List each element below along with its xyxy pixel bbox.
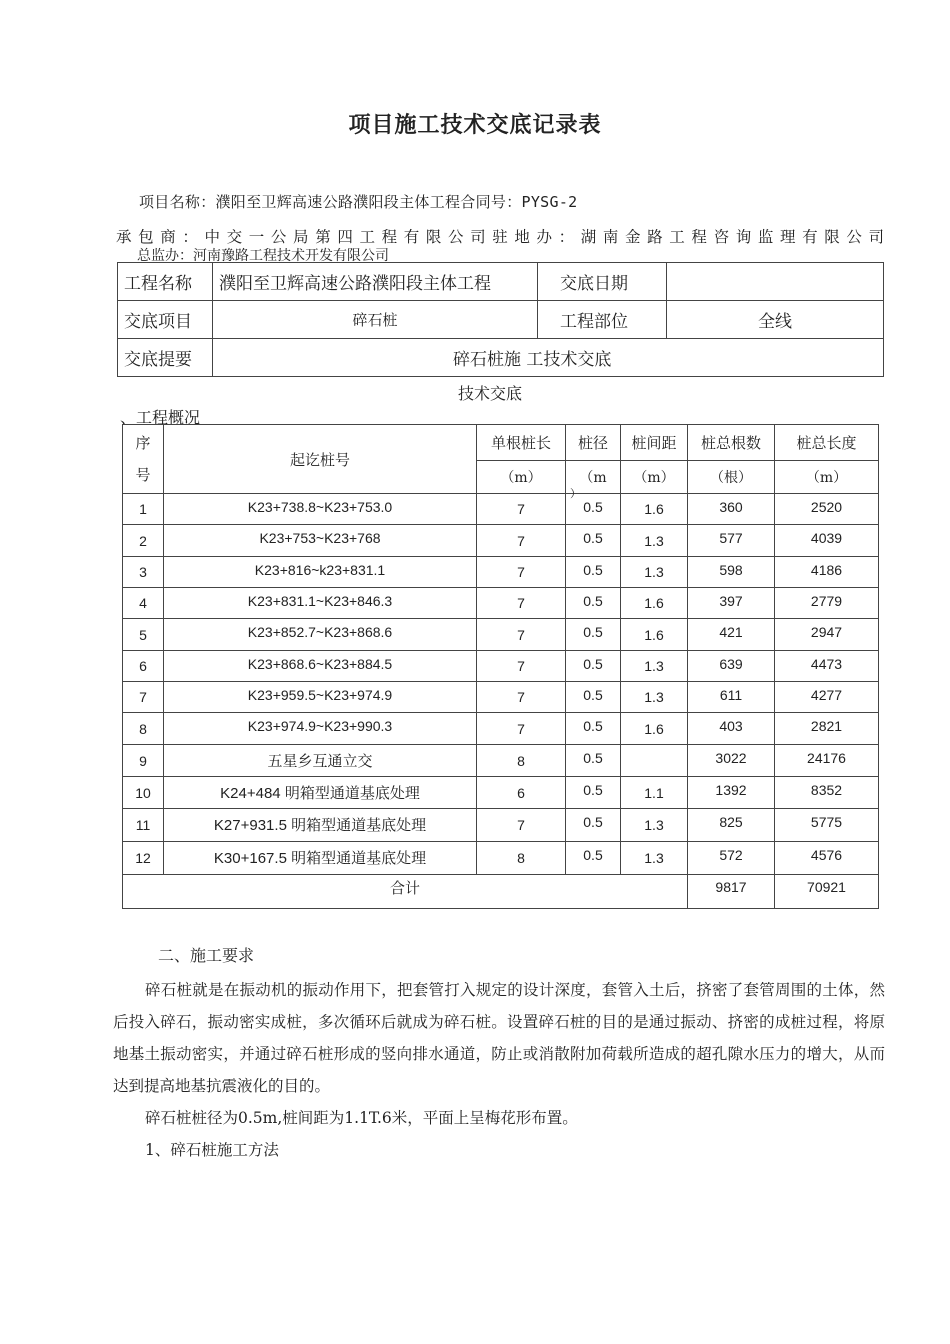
- cell-station: K23+974.9~K23+990.3: [164, 713, 477, 745]
- cell-diameter: 0.5: [566, 777, 621, 809]
- cell-count: 3022: [688, 745, 775, 777]
- cell-diameter: 0.5: [566, 682, 621, 713]
- table-row: [123, 619, 879, 651]
- cell-station: K23+738.8~K23+753.0: [164, 494, 477, 525]
- cell-seq: 3: [123, 557, 164, 588]
- station-header: 起讫桩号: [164, 425, 477, 494]
- cell-diameter: 0.5: [566, 525, 621, 557]
- cell-spacing: [621, 745, 688, 777]
- pile-rows: [123, 494, 879, 875]
- cell-length: 6: [477, 777, 566, 809]
- page-title: 项目施工技术交底记录表: [348, 113, 602, 138]
- cell-total: 4039: [775, 525, 879, 557]
- table-row: [123, 525, 879, 557]
- total-label: 合计: [123, 875, 688, 909]
- table-row: [123, 777, 879, 809]
- cell-total: 2520: [775, 494, 879, 525]
- diameter-unit-b: ）: [570, 487, 581, 500]
- project-value: 濮阳至卫辉高速公路濮阳段主体工程: [213, 263, 538, 301]
- cell-diameter: 0.5: [566, 557, 621, 588]
- count-header: 桩总根数: [688, 425, 775, 461]
- cell-spacing: 1.6: [621, 619, 688, 651]
- cell-length: 7: [477, 651, 566, 682]
- length-header: 单根桩长: [477, 425, 566, 461]
- cell-total: 4576: [775, 842, 879, 875]
- info-row-item: [118, 301, 884, 339]
- cell-total: 4277: [775, 682, 879, 713]
- table-row: [123, 842, 879, 875]
- cell-count: 611: [688, 682, 775, 713]
- cell-length: 7: [477, 809, 566, 842]
- cell-spacing: 1.3: [621, 651, 688, 682]
- date-label: 交底日期: [538, 263, 667, 301]
- cell-seq: 9: [123, 745, 164, 777]
- cell-count: 639: [688, 651, 775, 682]
- cell-station: K23+831.1~K23+846.3: [164, 588, 477, 619]
- summary-label: 交底提要: [118, 339, 213, 377]
- cell-count: 577: [688, 525, 775, 557]
- cell-total: 2821: [775, 713, 879, 745]
- section-overview-heading: 、工程概况: [120, 408, 201, 427]
- info-table: [117, 262, 884, 377]
- table-row: [123, 682, 879, 713]
- cell-spacing: 1.6: [621, 588, 688, 619]
- cell-diameter: 0.5: [566, 809, 621, 842]
- cell-count: 825: [688, 809, 775, 842]
- cell-spacing: 1.3: [621, 809, 688, 842]
- header-row-1: [123, 425, 879, 461]
- cell-diameter: 0.5: [566, 588, 621, 619]
- cell-count: 598: [688, 557, 775, 588]
- diameter-header: 桩径: [566, 425, 621, 461]
- item-value: 碎石桩: [213, 301, 538, 339]
- diameter-unit: [566, 461, 621, 500]
- cell-count: 397: [688, 588, 775, 619]
- cell-total: 24176: [775, 745, 879, 777]
- seq-header-a: 序: [135, 434, 151, 452]
- summary-value: 碎石桩施 工技术交底: [213, 339, 884, 377]
- cell-diameter: 0.5: [566, 651, 621, 682]
- paragraph-1: 碎石桩就是在振动机的振动作用下，把套管打入规定的设计深度，套管入土后，挤密了套管周围的土体，然后投入碎石，振动密实成桩，多次循环后就成为碎石桩。设置碎石桩的目的是通过振动、挤密的成桩过程，将原地基土振动密实，并通过碎石桩形成的竖向排水通道，防止或消散附加荷载所造成的超孔隙水压力的增大，从而达到提高地基抗震液化的目的。: [113, 981, 885, 1095]
- length-unit: （m）: [477, 461, 566, 494]
- total-count: 9817: [688, 875, 775, 909]
- cell-station: K30+167.5 明箱型通道基底处理: [164, 842, 477, 875]
- cell-spacing: 1.3: [621, 842, 688, 875]
- cell-station: 五星乡互通立交: [164, 745, 477, 777]
- cell-station: K23+852.7~K23+868.6: [164, 619, 477, 651]
- total-row: [123, 875, 879, 909]
- cell-diameter: 0.5: [566, 713, 621, 745]
- cell-diameter: 0.5: [566, 494, 621, 525]
- count-unit: （根）: [688, 461, 775, 494]
- spacing-header: 桩间距: [621, 425, 688, 461]
- cell-seq: 8: [123, 713, 164, 745]
- cell-seq: 4: [123, 588, 164, 619]
- cell-station: K24+484 明箱型通道基底处理: [164, 777, 477, 809]
- spacing-unit: （m）: [621, 461, 688, 494]
- cell-total: 2947: [775, 619, 879, 651]
- cell-count: 572: [688, 842, 775, 875]
- cell-station: K23+816~k23+831.1: [164, 557, 477, 588]
- cell-length: 7: [477, 619, 566, 651]
- project-contract-line: 项目名称：濮阳至卫辉高速公路濮阳段主体工程合同号：PYSG-2: [139, 193, 578, 211]
- cell-seq: 6: [123, 651, 164, 682]
- cell-count: 403: [688, 713, 775, 745]
- contractor-line: 承包商：中交一公局第四工程有限公司驻地办：湖南金路工程咨询监理有限公司: [116, 228, 886, 246]
- total-length-value: 70921: [775, 875, 879, 909]
- info-row-summary: [118, 339, 884, 377]
- table-row: [123, 651, 879, 682]
- cell-station: K23+959.5~K23+974.9: [164, 682, 477, 713]
- cell-total: 8352: [775, 777, 879, 809]
- cell-diameter: 0.5: [566, 842, 621, 875]
- project-label: 工程名称: [118, 263, 213, 301]
- cell-count: 360: [688, 494, 775, 525]
- cell-diameter: 0.5: [566, 619, 621, 651]
- tech-heading: 技术交底: [458, 384, 523, 403]
- cell-length: 7: [477, 713, 566, 745]
- cell-length: 7: [477, 682, 566, 713]
- part-value: 全线: [667, 301, 884, 339]
- cell-length: 8: [477, 745, 566, 777]
- cell-total: 4473: [775, 651, 879, 682]
- table-row: [123, 588, 879, 619]
- part-label: 工程部位: [538, 301, 667, 339]
- cell-seq: 12: [123, 842, 164, 875]
- item-label: 交底项目: [118, 301, 213, 339]
- supervision-line: 总监办：河南豫路工程技术开发有限公司: [137, 248, 389, 264]
- cell-station: K23+753~K23+768: [164, 525, 477, 557]
- cell-seq: 11: [123, 809, 164, 842]
- cell-spacing: 1.3: [621, 525, 688, 557]
- diameter-unit-a: （m: [579, 470, 607, 486]
- paragraph-3: 1、碎石桩施工方法: [145, 1141, 279, 1159]
- cell-length: 7: [477, 494, 566, 525]
- seq-header: [123, 425, 164, 494]
- cell-station: K23+868.6~K23+884.5: [164, 651, 477, 682]
- cell-length: 7: [477, 557, 566, 588]
- date-value: [667, 263, 884, 301]
- table-row: [123, 557, 879, 588]
- section-requirements-heading: 二、施工要求: [158, 946, 255, 965]
- cell-station: K27+931.5 明箱型通道基底处理: [164, 809, 477, 842]
- cell-seq: 5: [123, 619, 164, 651]
- pile-table: [122, 424, 879, 909]
- info-row-project: [118, 263, 884, 301]
- body-text: [113, 974, 885, 1166]
- cell-total: 5775: [775, 809, 879, 842]
- cell-seq: 1: [123, 494, 164, 525]
- cell-length: 7: [477, 588, 566, 619]
- table-row: [123, 809, 879, 842]
- cell-total: 2779: [775, 588, 879, 619]
- total-length-header: 桩总长度: [775, 425, 879, 461]
- cell-spacing: 1.6: [621, 713, 688, 745]
- table-row: [123, 745, 879, 777]
- cell-spacing: 1.1: [621, 777, 688, 809]
- cell-spacing: 1.3: [621, 557, 688, 588]
- cell-length: 7: [477, 525, 566, 557]
- cell-length: 8: [477, 842, 566, 875]
- table-row: [123, 494, 879, 525]
- paragraph-2: 碎石桩桩径为0.5m,桩间距为1.1T.6米，平面上呈梅花形布置。: [145, 1109, 578, 1127]
- total-length-unit: （m）: [775, 461, 879, 494]
- cell-seq: 10: [123, 777, 164, 809]
- table-row: [123, 713, 879, 745]
- cell-total: 4186: [775, 557, 879, 588]
- cell-spacing: 1.3: [621, 682, 688, 713]
- cell-spacing: 1.6: [621, 494, 688, 525]
- cell-seq: 2: [123, 525, 164, 557]
- cell-diameter: 0.5: [566, 745, 621, 777]
- seq-header-b: 号: [135, 466, 151, 484]
- cell-count: 421: [688, 619, 775, 651]
- cell-count: 1392: [688, 777, 775, 809]
- cell-seq: 7: [123, 682, 164, 713]
